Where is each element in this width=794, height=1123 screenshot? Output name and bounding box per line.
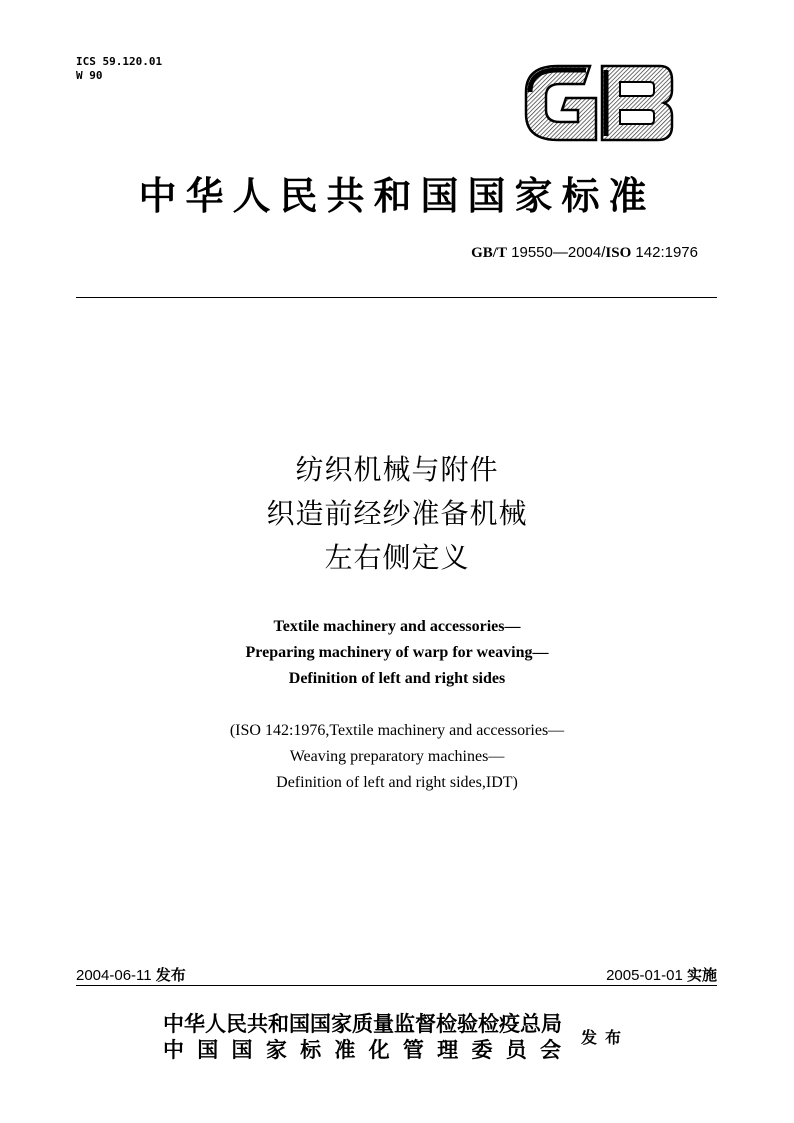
english-title-line: Definition of left and right sides (288, 670, 506, 687)
standard-number-iso: ISO (605, 245, 632, 261)
english-title-line: Preparing machinery of warp for weaving— (245, 644, 549, 661)
gb-logo (520, 62, 675, 144)
chinese-title-line: 纺织机械与附件 (295, 453, 499, 486)
chinese-title-line: 左右侧定义 (324, 541, 470, 574)
standard-number (471, 244, 698, 262)
publish-date-value: 2004-06-11 (76, 967, 152, 984)
classification-code: W 90 (76, 69, 103, 82)
implement-date-label: 实施 (686, 966, 717, 984)
chinese-title (0, 448, 794, 580)
english-title (0, 614, 794, 692)
ics-block (76, 55, 162, 83)
english-title-line: Textile machinery and accessories— (273, 618, 521, 635)
header-divider (76, 297, 717, 298)
standard-title: 中华人民共和国国家标准 (138, 173, 656, 218)
ics-code: ICS 59.120.01 (76, 55, 163, 68)
iso-reference-line: Weaving preparatory machines— (289, 748, 505, 765)
issuer-sac: 中国国家标准化管理委员会 (163, 1038, 561, 1062)
iso-reference (0, 718, 794, 796)
issuer-aqsiq: 中华人民共和国国家质量监督检验检疫总局 (163, 1012, 562, 1036)
footer-divider (76, 985, 717, 986)
publish-date (76, 964, 186, 985)
standard-number-prefix: GB/T (471, 245, 507, 261)
standard-number-iso-rest: 142:1976 (635, 244, 698, 261)
issued-label: 发布 (581, 1028, 630, 1047)
implement-date-value: 2005-01-01 (606, 967, 683, 984)
standard-number-core: 19550—2004/ (511, 244, 606, 261)
publish-date-label: 发布 (155, 966, 186, 984)
iso-reference-line: Definition of left and right sides,IDT) (276, 774, 518, 791)
implement-date (606, 964, 717, 985)
chinese-title-line: 织造前经纱准备机械 (266, 497, 528, 530)
iso-reference-line: (ISO 142:1976,Textile machinery and accessories— (229, 722, 565, 739)
